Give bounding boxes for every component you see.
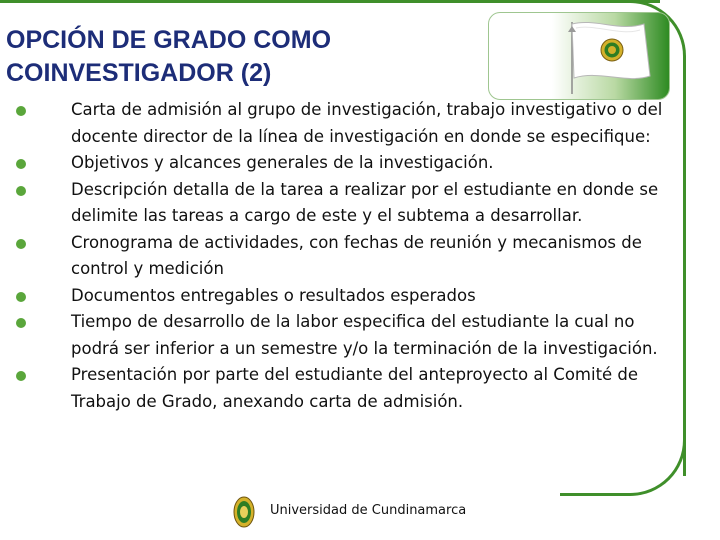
bullet-dot-icon xyxy=(16,159,26,169)
bullet-dot-icon xyxy=(16,186,26,196)
list-item-text: Cronograma de actividades, con fechas de reunión y mecanismos de control y medición xyxy=(71,232,642,278)
university-flag-icon xyxy=(540,18,670,96)
list-item xyxy=(16,230,670,283)
footer-institution: Universidad de Cundinamarca xyxy=(270,503,467,518)
bullet-dot-icon xyxy=(16,371,26,381)
list-item-text: Descripción detalla de la tarea a realizar por el estudiante en donde se delimite las tareas a cargo de este y el subtema a desarrollar. xyxy=(71,179,659,225)
frame-top-border xyxy=(0,0,660,3)
list-item-text: Documentos entregables o resultados esperados xyxy=(71,285,476,305)
page-title: OPCIÓN DE GRADO COMO COINVESTIGADOR (2) xyxy=(6,26,332,87)
list-item xyxy=(16,97,670,150)
list-item-text: Objetivos y alcances generales de la investigación. xyxy=(71,153,494,172)
university-seal-icon xyxy=(233,496,255,528)
list-item-text: Tiempo de desarrollo de la labor especifica del estudiante la cual no podrá ser inferior a un semestre y/o la terminación de la investigación. xyxy=(71,312,658,358)
bullet-dot-icon xyxy=(16,239,26,249)
bullet-dot-icon xyxy=(16,292,26,302)
list-item-text: Presentación por parte del estudiante del anteproyecto al Comité de Trabajo de Grado, anexando carta de admisión. xyxy=(71,365,639,411)
list-item xyxy=(16,177,670,230)
frame-corner-bottom-right xyxy=(560,440,686,496)
bullet-dot-icon xyxy=(16,318,26,328)
list-item-text: Carta de admisión al grupo de investigación, trabajo investigativo o del docente director de la línea de investigación en donde se especifique: xyxy=(71,100,663,146)
bullet-list xyxy=(16,97,670,415)
list-item xyxy=(16,150,670,177)
bullet-dot-icon xyxy=(16,106,26,116)
list-item xyxy=(16,362,670,415)
list-item xyxy=(16,309,670,362)
frame-right-border xyxy=(683,96,686,476)
list-item xyxy=(16,283,670,310)
